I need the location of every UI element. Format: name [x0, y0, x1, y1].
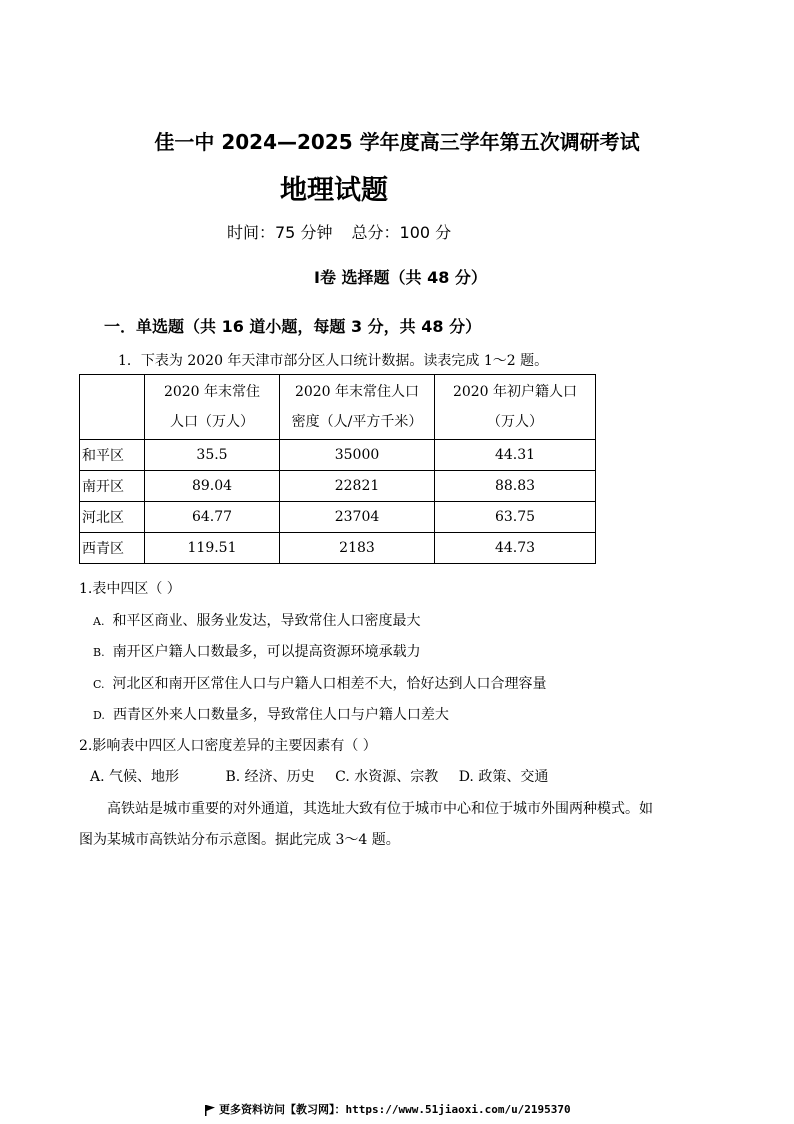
- footer-text: 更多资料访问【教习网】：https://www.51jiaoxi.com/u/2195370: [219, 1103, 571, 1116]
- question-2-option-a: [90, 769, 179, 785]
- table-cell-resident: 64.77: [145, 502, 280, 533]
- question-intro: 1．下表为 2020 年天津市部分区人口统计数据。读表完成 1～2 题。: [118, 353, 549, 369]
- table-header-density: [280, 375, 435, 440]
- option-text: 河北区和南开区常住人口与户籍人口相差不大，恰好达到人口合理容量: [112, 676, 547, 692]
- option-text: 水资源、宗教: [354, 769, 439, 785]
- question-1-option-d: [93, 704, 449, 724]
- table-header-row: [80, 375, 596, 440]
- question-2-options: [90, 766, 548, 786]
- exam-score: 总分：100 分: [351, 223, 452, 242]
- question-1-option-c: [93, 673, 547, 693]
- exam-info: [227, 220, 451, 243]
- option-label: A.: [93, 615, 105, 628]
- table-cell-density: 22821: [280, 471, 435, 502]
- passage-line-1: 高铁站是城市重要的对外通道，其选址大致有位于城市中心和位于城市外围两种模式。如: [107, 801, 653, 817]
- table-row: [80, 440, 596, 471]
- table-cell-resident: 35.5: [145, 440, 280, 471]
- exam-time: 时间：75 分钟: [227, 223, 333, 242]
- table-row: [80, 471, 596, 502]
- table-header-line: 2020 年末常住人口: [294, 384, 420, 400]
- table-cell-registered: 63.75: [435, 502, 596, 533]
- option-text: 气候、地形: [109, 769, 180, 785]
- table-cell-district: 西青区: [80, 533, 145, 564]
- section-title: 一．单选题（共 16 道小题，每题 3 分，共 48 分）: [104, 317, 482, 336]
- option-label: C.: [93, 678, 105, 691]
- option-text: 南开区户籍人口数最多，可以提高资源环境承载力: [112, 644, 421, 660]
- question-2-stem: 2.影响表中四区人口密度差异的主要因素有（ ）: [79, 738, 377, 754]
- table-header-line: 人口（万人）: [170, 414, 254, 430]
- option-label: A.: [90, 769, 105, 785]
- option-label: B.: [93, 646, 105, 659]
- table-cell-resident: 89.04: [145, 471, 280, 502]
- question-2-option-b: [225, 769, 314, 785]
- option-label: B.: [225, 769, 241, 785]
- option-label: D.: [458, 769, 474, 785]
- question-1-option-b: [93, 641, 421, 661]
- footer-link[interactable]: [205, 1101, 571, 1117]
- table-row: [80, 533, 596, 564]
- passage-line-2: 图为某城市高铁站分布示意图。据此完成 3～4 题。: [79, 832, 400, 848]
- table-row: [80, 502, 596, 533]
- option-label: C.: [335, 769, 350, 785]
- table-cell-district: 河北区: [80, 502, 145, 533]
- option-text: 经济、历史: [244, 769, 315, 785]
- table-cell-density: 23704: [280, 502, 435, 533]
- question-1-stem: 1.表中四区（ ）: [79, 581, 181, 597]
- option-text: 西青区外来人口数量多，导致常住人口与户籍人口差大: [112, 707, 449, 723]
- option-text: 和平区商业、服务业发达，导致常住人口密度最大: [112, 613, 421, 629]
- table-header-line: 2020 年初户籍人口: [452, 384, 578, 400]
- table-header-line: （万人）: [487, 414, 543, 430]
- table-cell-district: 南开区: [80, 471, 145, 502]
- exam-title: 佳一中 2024—2025 学年度高三学年第五次调研考试: [154, 130, 640, 154]
- population-table: [79, 374, 596, 564]
- table-header-line: 密度（人/平方千米）: [291, 414, 423, 430]
- question-2-option-d: [459, 769, 549, 785]
- table-cell-registered: 44.73: [435, 533, 596, 564]
- subject-title: 地理试题: [280, 175, 388, 206]
- table-cell-resident: 119.51: [145, 533, 280, 564]
- option-text: 政策、交通: [478, 769, 549, 785]
- question-1-option-a: [93, 610, 420, 630]
- question-2-option-c: [335, 769, 438, 785]
- table-cell-density: 2183: [280, 533, 435, 564]
- table-cell-district: 和平区: [80, 440, 145, 471]
- table-header-registered: [435, 375, 596, 440]
- table-cell-density: 35000: [280, 440, 435, 471]
- part-title: Ⅰ卷 选择题（共 48 分）: [314, 268, 487, 287]
- option-label: D.: [93, 709, 105, 722]
- table-header-resident: [145, 375, 280, 440]
- table-header-line: 2020 年末常住: [163, 384, 261, 400]
- flag-icon: [205, 1105, 215, 1116]
- table-header-blank: [80, 375, 145, 440]
- table-cell-registered: 88.83: [435, 471, 596, 502]
- table-cell-registered: 44.31: [435, 440, 596, 471]
